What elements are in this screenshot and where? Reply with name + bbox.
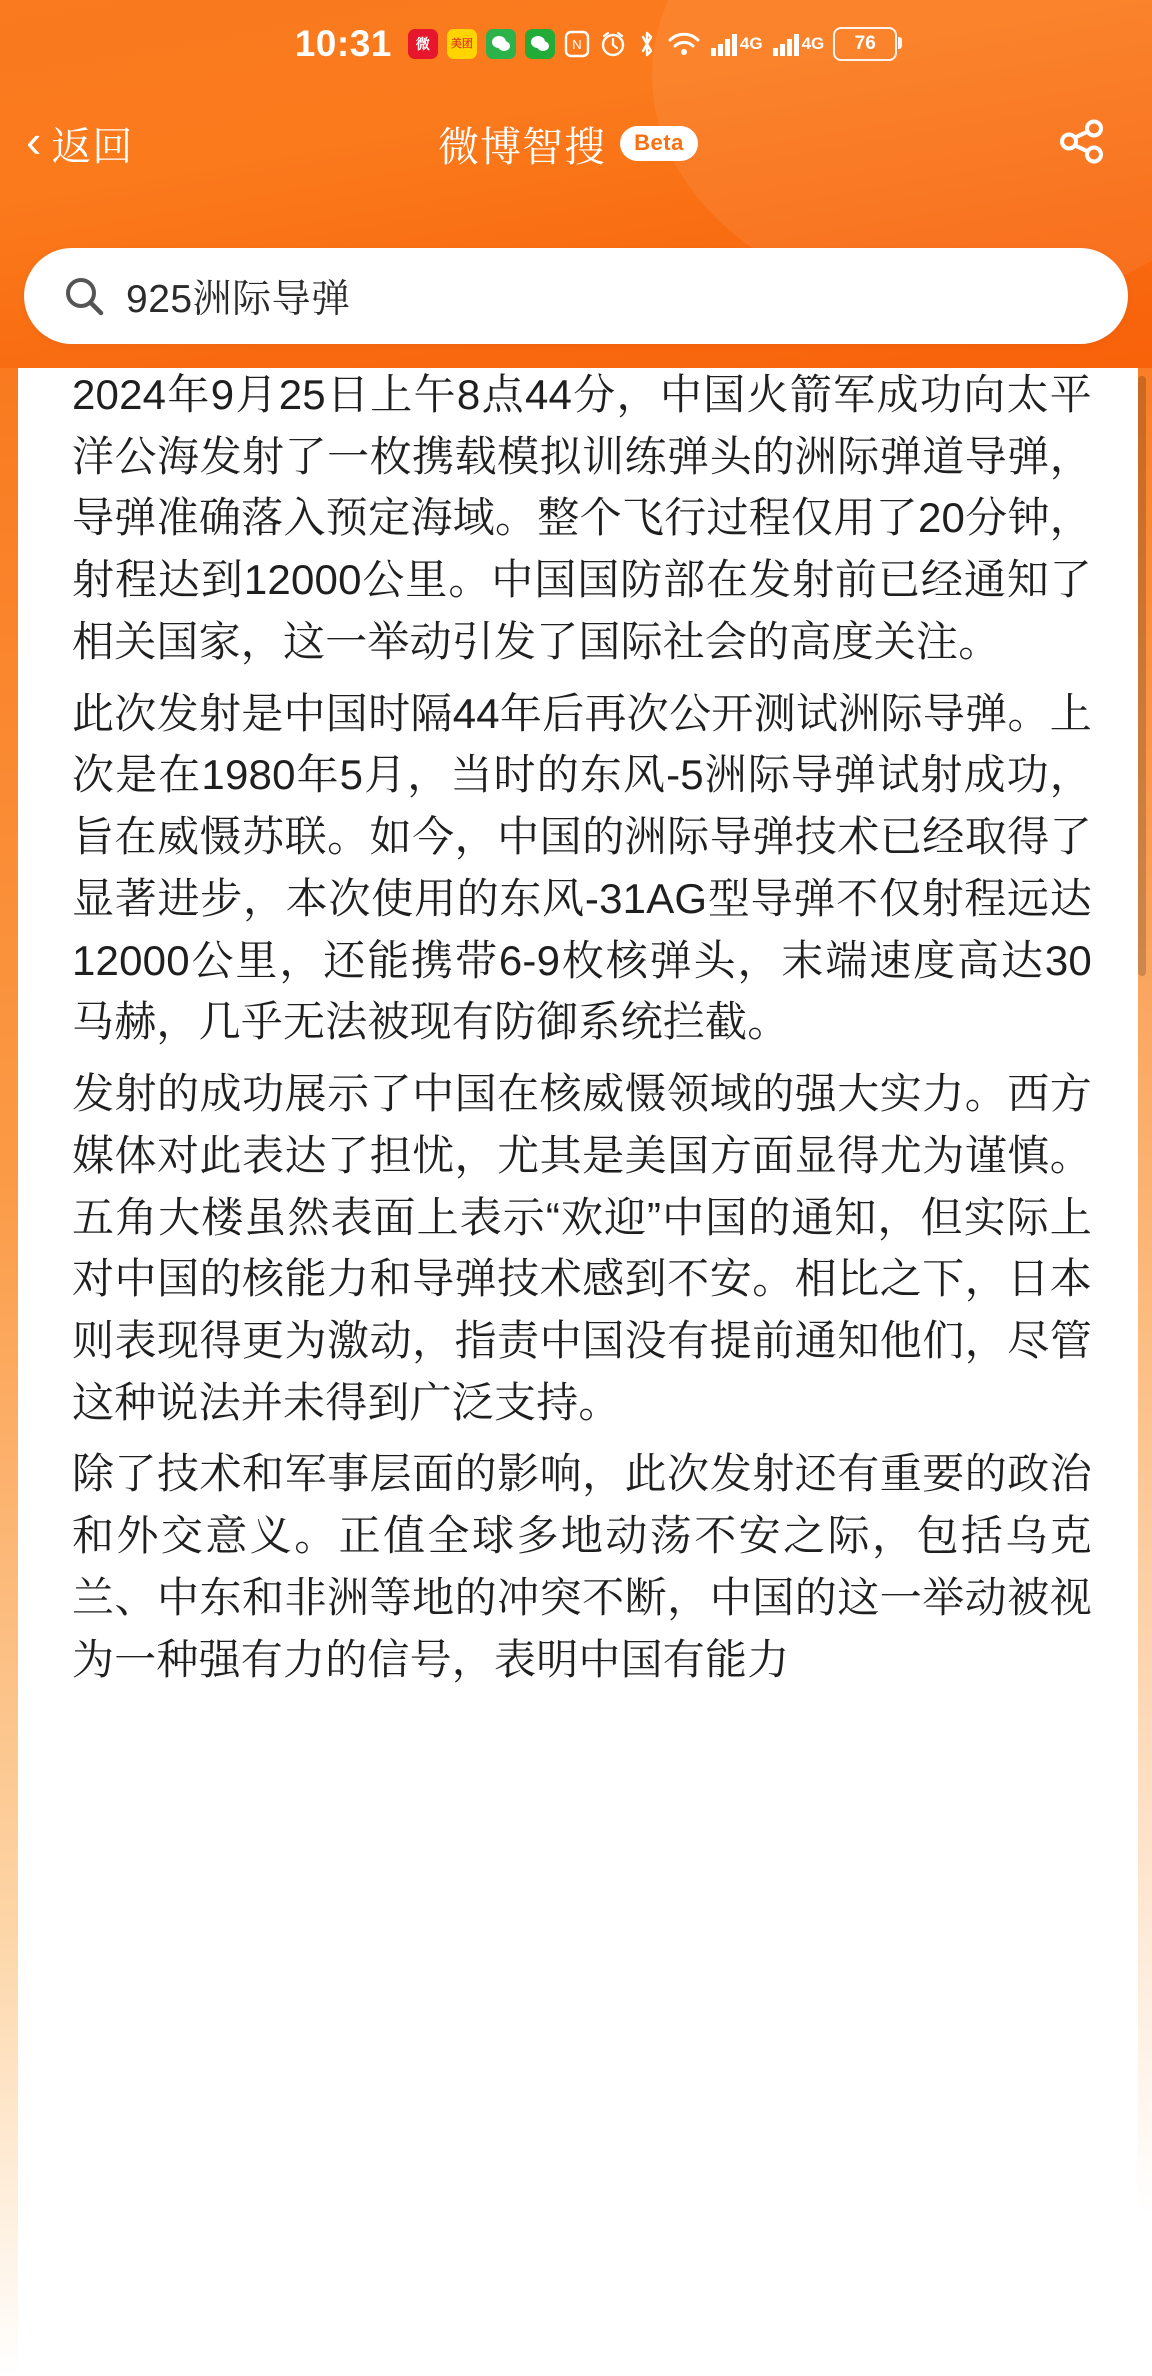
back-button[interactable]	[26, 115, 133, 172]
vertical-scrollbar[interactable]	[1138, 376, 1146, 976]
back-button-label: 返回	[51, 124, 134, 169]
battery-icon	[833, 27, 897, 61]
wifi-icon	[667, 28, 701, 60]
article-paragraph: 2024年9月25日上午8点44分，中国火箭军成功向太平洋公海发射了一枚携载模拟训练弹头的洲际弹道导弹，导弹准确落入预定海域。整个飞行过程仅用了20分钟，射程达到12000公里。中国国防部在发射前已经通知了相关国家，这一举动引发了国际社会的高度关注。	[72, 371, 1092, 665]
weibo-app-icon	[408, 28, 438, 60]
nfc-icon	[564, 28, 590, 60]
meituan-app-badge-label: 美团	[447, 29, 477, 59]
left-edge-accent	[0, 368, 18, 2376]
alarm-icon	[599, 28, 627, 60]
bluetooth-icon	[636, 28, 658, 60]
share-button[interactable]	[1054, 113, 1110, 174]
signal-icon-1	[710, 28, 763, 60]
search-input[interactable]	[24, 248, 1128, 344]
signal-icon-2	[772, 28, 825, 60]
wechat-app-icon-2	[525, 28, 555, 60]
article-content[interactable]	[0, 368, 1152, 2376]
search-icon	[62, 274, 106, 318]
share-icon	[1054, 113, 1110, 169]
status-bar	[0, 0, 1152, 88]
nav-title-group	[0, 114, 1144, 173]
battery-level-label: 76	[854, 33, 876, 54]
wechat-app-icon-1	[486, 28, 516, 60]
svg-text:N: N	[572, 37, 582, 52]
search-input-value: 925洲际导弹	[126, 278, 351, 321]
article-paragraph: 发射的成功展示了中国在核威慑领域的强大实力。西方媒体对此表达了担忧，尤其是美国方面显得尤为谨慎。五角大楼虽然表面上表示“欢迎”中国的通知，但实际上对中国的核能力和导弹技术感到不安。相比之下，日本则表现得更为激动，指责中国没有提前通知他们，尽管这种说法并未得到广泛支持。	[72, 1070, 1092, 1426]
article-paragraph: 此次发射是中国时隔44年后再次公开测试洲际导弹。上次是在1980年5月，当时的东风-5洲际导弹试射成功，旨在威慑苏联。如今，中国的洲际导弹技术已经取得了显著进步，本次使用的东风-31AG型导弹不仅射程远达12000公里，还能携带6-9枚核弹头，末端速度高达30马赫，几乎无法被现有防御系统拦截。	[72, 689, 1092, 1046]
nav-bar	[0, 88, 1152, 198]
status-icon-group	[408, 27, 897, 61]
status-time: 10:31	[294, 23, 392, 64]
meituan-app-icon	[447, 28, 477, 60]
weibo-app-badge-label: 微	[408, 29, 438, 59]
signal-2-label: 4G	[801, 34, 825, 53]
signal-1-label: 4G	[739, 34, 763, 53]
chevron-left-icon: ‹	[26, 115, 42, 167]
beta-badge: Beta	[620, 126, 698, 161]
article-paragraph: 除了技术和军事层面的影响，此次发射还有重要的政治和外交意义。正值全球多地动荡不安之际，包括乌克兰、中东和非洲等地的冲突不断，中国的这一举动被视为一种强有力的信号，表明中国有能力	[72, 1450, 1092, 1683]
page-title: 微博智搜	[438, 123, 607, 170]
article-body	[0, 368, 1152, 1690]
